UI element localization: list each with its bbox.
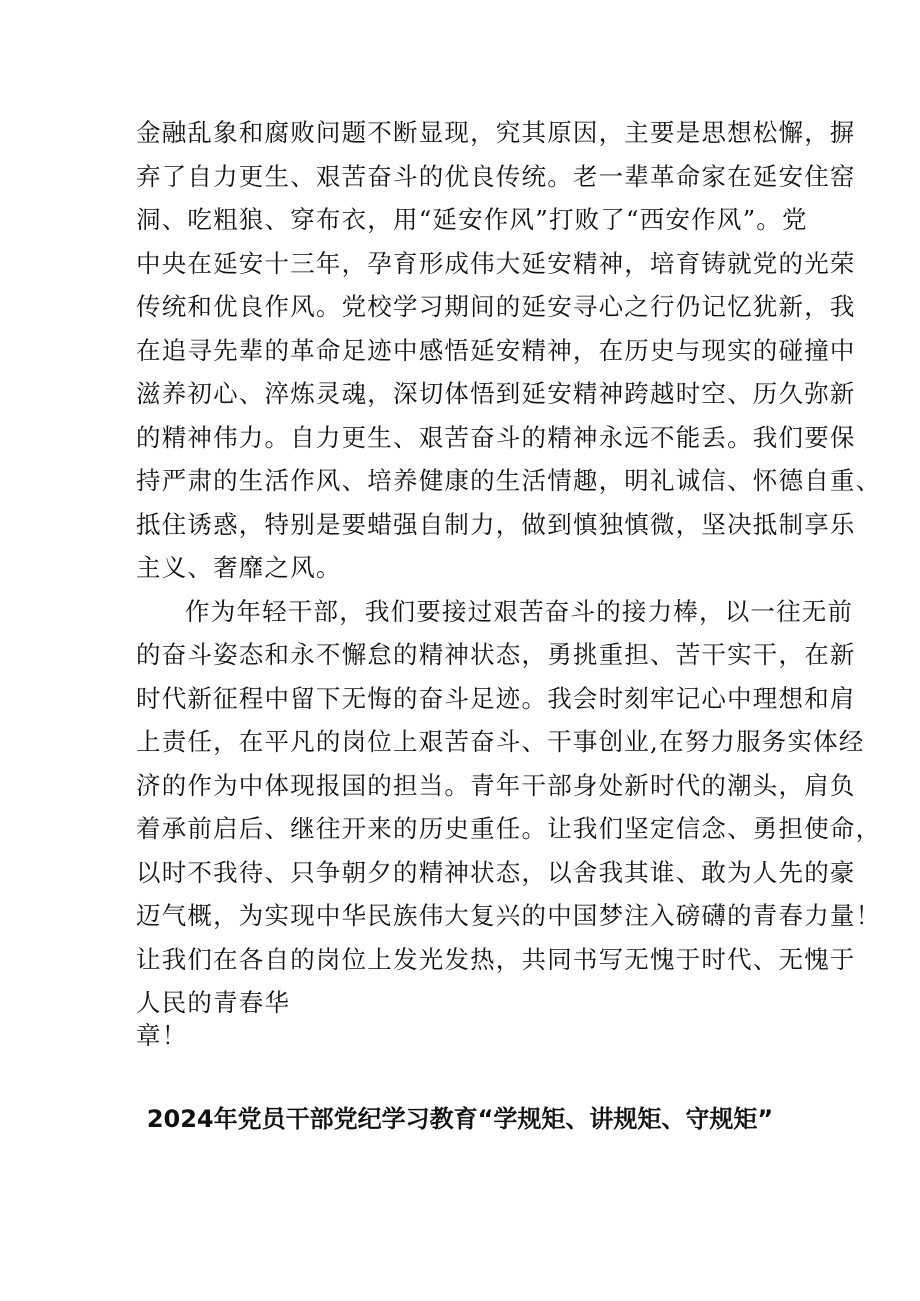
text-line: 洞、吃粗狼、穿布衣，用“延安作风”打败了“西安作风”。党 [136,205,808,234]
text-line: 主义、奢靡之风。 [136,553,342,582]
text-line: 章！ [136,1021,188,1050]
text-line: 中央在延安十三年，孕育形成伟大延安精神，培育铸就党的光荣 [136,249,856,278]
text-line: 的奋斗姿态和永不懈怠的精神状态，勇挑重担、苦干实干，在新 [136,640,856,669]
section-heading: 2024年党员干部党纪学习教育“学规矩、讲规矩、守规矩” [146,1105,774,1133]
text-line: 作为年轻干部，我们要接过艰苦奋斗的接力棒，以一往无前 [185,597,854,626]
text-line: 在追寻先辈的革命足迹中感悟延安精神，在历史与现实的碰撞中 [136,336,856,365]
text-line: 的精神伟力。自力更生、艰苦奋斗的精神永远不能丢。我们要保 [136,423,856,452]
text-line: 迈气概，为实现中华民族伟大复兴的中国梦注入磅礴的青春力量！ [136,901,882,930]
text-line: 让我们在各自的岗位上发光发热，共同书写无愧于时代、无愧于 [136,945,856,974]
text-line: 时代新征程中留下无悔的奋斗足迹。我会时刻牢记心中理想和肩 [136,684,856,713]
text-line: 弃了自力更生、艰苦奋斗的优良传统。老一辈革命家在延安住窑 [136,162,856,191]
text-line: 上责任，在平凡的岗位上艰苦奋斗、干事创业,在努力服务实体经 [136,727,865,756]
text-line: 以时不我待、只争朝夕的精神状态，以舍我其谁、敢为人先的豪 [136,858,856,887]
text-line: 金融乱象和腐败问题不断显现，究其原因，主要是思想松懈，摒 [136,118,856,147]
text-line: 着承前启后、继往开来的历史重任。让我们坚定信念、勇担使命， [136,814,882,843]
text-line: 持严肃的生活作风、培养健康的生活情趣，明礼诚信、怀德自重、 [136,466,882,495]
text-line: 传统和优良作风。党校学习期间的延安寻心之行仍记忆犹新，我 [136,292,856,321]
text-line: 滋养初心、淬炼灵魂，深切体悟到延安精神跨越时空、历久弥新 [136,379,856,408]
text-line: 济的作为中体现报国的担当。青年干部身处新时代的潮头，肩负 [136,771,856,800]
text-line: 抵住诱惑，特别是要蜡强自制力，做到慎独慎微，坚决抵制享乐 [136,510,856,539]
text-line: 人民的青春华 [136,988,291,1017]
